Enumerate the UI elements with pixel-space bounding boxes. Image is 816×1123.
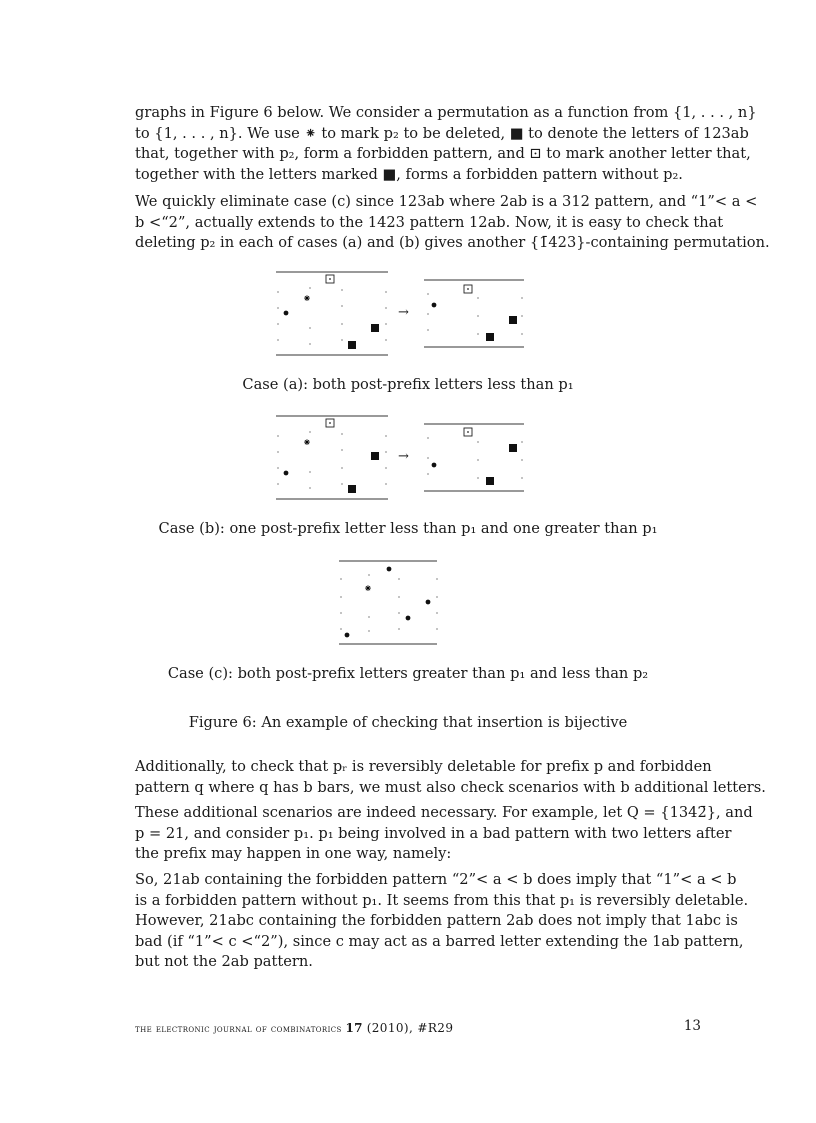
paragraph-conclusion: [135, 870, 749, 973]
paragraph-case-c: [135, 192, 770, 254]
point: [387, 567, 392, 572]
asterisk-marker: ⁕: [302, 436, 312, 449]
point-p1: [432, 463, 437, 468]
filled-square-marker: [486, 477, 494, 485]
grid-dots: [427, 293, 522, 334]
grid-dots: [340, 574, 437, 631]
paragraph-example: [135, 803, 753, 865]
case-a-caption: Case (a): both post-prefix letters less than p₁: [242, 376, 574, 393]
text-line: to {1, . . . , n}. We use ⁕ to mark p₂ to be deleted, ■ to denote the letters of 123ab: [135, 124, 749, 142]
paragraph-intro: [135, 103, 757, 185]
journal-name: the electronic journal of combinatorics: [135, 1023, 342, 1035]
text-line: So, 21ab containing the forbidden pattern “2”< a < b does imply that “1”< a < b: [135, 871, 737, 888]
filled-square-marker: [486, 333, 494, 341]
case-a-right-diagram: [420, 276, 530, 352]
text-line: but not the 2ab pattern.: [135, 953, 313, 970]
text-line: graphs in Figure 6 below. We consider a permutation as a function from {1, . . . , n}: [135, 104, 757, 121]
filled-square-marker: [348, 341, 356, 349]
journal-footer: [135, 1021, 453, 1035]
filled-square-marker: [348, 485, 356, 493]
text-line: b <“2”, actually extends to the 1423 pattern 12ab. Now, it is easy to check that: [135, 213, 724, 231]
text-line: deleting p₂ in each of cases (a) and (b) gives another {1̄423}-containing permutation.: [135, 234, 770, 251]
journal-volume: 17: [345, 1021, 363, 1035]
asterisk-marker: ⁕: [363, 582, 373, 595]
filled-square-marker: [371, 324, 379, 332]
point-p1: [284, 311, 289, 316]
case-c-diagram: [333, 557, 443, 649]
point-p1: [432, 303, 437, 308]
text-line: that, together with p₂, form a forbidden pattern, and ⊡ to mark another letter that,: [135, 145, 751, 162]
text-line: Additionally, to check that pᵣ is reversibly deletable for prefix p and forbidden: [135, 758, 712, 775]
point-p1: [345, 633, 350, 638]
page-number: 13: [683, 1018, 701, 1034]
arrow: →: [398, 305, 409, 320]
point: [406, 616, 411, 621]
text-line: p = 21, and consider p₁. p₁ being involved in a bad pattern with two letters after: [135, 824, 732, 842]
point-p1: [284, 471, 289, 476]
filled-square-marker: [509, 444, 517, 452]
case-a-left-diagram: [270, 268, 395, 360]
text-line: These additional scenarios are indeed necessary. For example, let Q = {1342̄}, and: [135, 804, 753, 821]
grid-dots: [427, 437, 522, 478]
text-line: bad (if “1”< c <“2”), since c may act as a barred letter extending the 1ab pattern,: [135, 932, 744, 950]
arrow: →: [398, 449, 409, 464]
text-line: the prefix may happen in one way, namely:: [135, 845, 452, 862]
filled-square-marker: [509, 316, 517, 324]
text-line: is a forbidden pattern without p₁. It seems from this that p₁ is reversibly deletable.: [135, 891, 749, 909]
case-b-right-diagram: [420, 420, 530, 496]
text-line: However, 21abc containing the forbidden pattern 2ab does not imply that 1abc is: [135, 912, 738, 929]
filled-square-marker: [371, 452, 379, 460]
journal-year-id: (2010), #R29: [366, 1021, 454, 1035]
text-line: We quickly eliminate case (c) since 123ab where 2ab is a 312 pattern, and “1”< a <: [135, 193, 758, 210]
grid-dots: [277, 287, 386, 344]
text-line: pattern q where q has b bars, we must also check scenarios with b additional letters.: [135, 778, 766, 796]
grid-dots: [277, 431, 386, 488]
asterisk-marker: ⁕: [302, 292, 312, 305]
case-b-left-diagram: [270, 412, 395, 504]
figure-caption: Figure 6: An example of checking that insertion is bijective: [188, 714, 628, 731]
point: [426, 600, 431, 605]
case-b-caption: Case (b): one post-prefix letter less than p₁ and one greater than p₁: [158, 520, 658, 537]
case-c-caption: Case (c): both post-prefix letters greater than p₁ and less than p₂: [167, 665, 649, 682]
paragraph-additionally: [135, 757, 766, 798]
text-line: together with the letters marked ■, forms a forbidden pattern without p₂.: [135, 165, 683, 183]
